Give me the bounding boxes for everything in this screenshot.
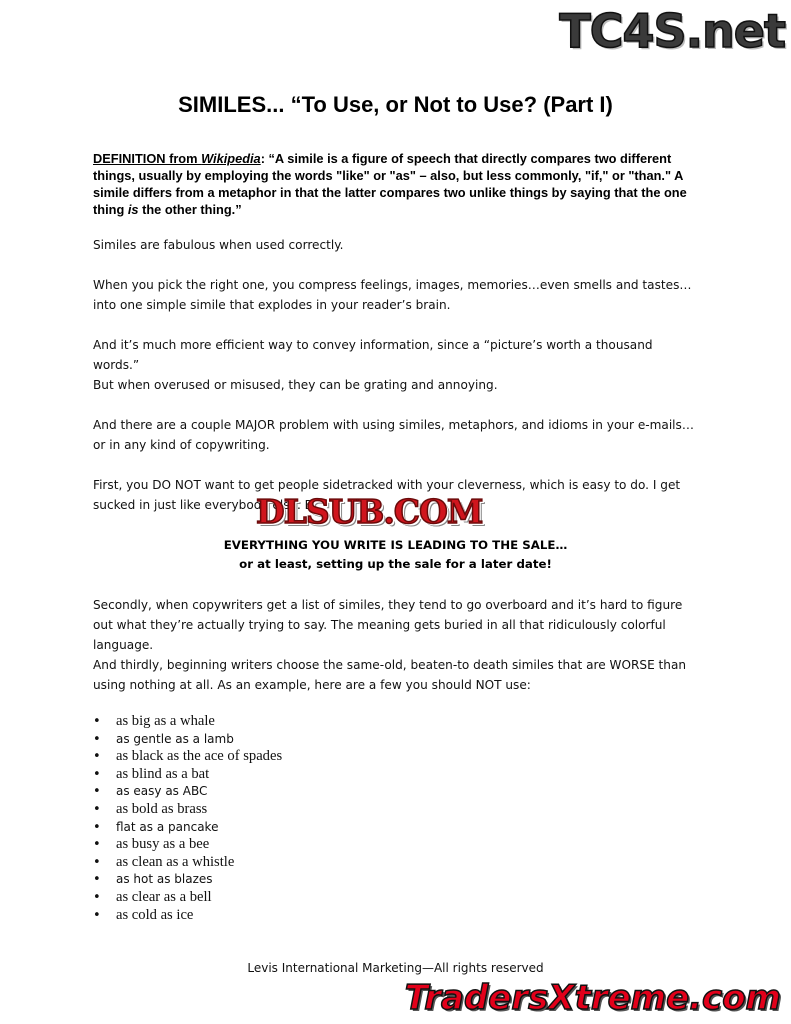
paragraph-7: Secondly, when copywriters get a list of similes, they tend to go overboard and it’s hard to figure out what they’re actually trying to say. The meaning gets buried in all that ridiculously colorful language. — [93, 598, 683, 652]
definition-text-3: the other thing.” — [138, 202, 242, 217]
definition-block — [93, 150, 703, 218]
centered-line-2: or at least, setting up the sale for a later date! — [239, 557, 552, 571]
definition-label — [93, 151, 261, 166]
page-title: SIMILES... “To Use, or Not to Use? (Part I) — [178, 92, 613, 117]
page-footer: Levis International Marketing—All rights reserved — [247, 961, 544, 975]
watermark-top-logo: TC4S.net — [559, 4, 785, 58]
definition-source: Wikipedia — [201, 151, 261, 166]
list-item: • as bold as brass — [93, 801, 282, 819]
centered-line-1: EVERYTHING YOU WRITE IS LEADING TO THE SALE… — [223, 538, 568, 552]
definition-label-prefix: DEFINITION from — [93, 151, 202, 166]
list-item: • as hot as blazes — [93, 871, 282, 889]
definition-emphasis: is — [127, 202, 139, 217]
paragraph-5: And there are a couple MAJOR problem with using similes, metaphors, and idioms in your e-mails…or in any kind of copywriting. — [93, 418, 694, 452]
list-item: • as clean as a whistle — [93, 854, 282, 872]
list-item: • as gentle as a lamb — [93, 731, 282, 749]
list-item: • as big as a whale — [93, 713, 282, 731]
definition-keyword: simile — [287, 151, 324, 166]
paragraph-2: When you pick the right one, you compress feelings, images, memories…even smells and tastes…into one simple simile that explodes in your reader’s brain. — [93, 278, 692, 312]
list-item: • flat as a pancake — [93, 819, 282, 837]
paragraph-1: Similes are fabulous when used correctly. — [93, 238, 344, 252]
list-item: • as blind as a bat — [93, 766, 282, 784]
simile-list — [93, 713, 282, 924]
definition-colon: : — [260, 151, 265, 166]
list-item: • as black as the ace of spades — [93, 748, 282, 766]
definition-text-1: “A — [264, 151, 288, 166]
watermark-middle-logo: DLSUB.COM — [256, 492, 483, 531]
list-item: • as easy as ABC — [93, 783, 282, 801]
paragraph-3: And it’s much more efficient way to convey information, since a “picture’s worth a thousand words.” — [93, 338, 653, 372]
paragraph-4: But when overused or misused, they can be grating and annoying. — [93, 378, 498, 392]
paragraph-8: And thirdly, beginning writers choose the same-old, beaten-to death similes that are WORSE than using nothing at all. As an example, here are a few you should NOT use: — [93, 658, 687, 692]
list-item: • as clear as a bell — [93, 889, 282, 907]
list-item: • as cold as ice — [93, 907, 282, 925]
watermark-bottom-logo: TradersXtreme.com — [404, 978, 781, 1018]
list-item: • as busy as a bee — [93, 836, 282, 854]
definition-text-2: is a figure of speech that directly compares two different things, usually by employing the words "like" or "as" – also, but less commonly, "if," or "than." A simile differs from a metaphor in that the latter compares two unlike things by saying that the one thing — [93, 151, 687, 217]
paragraph-6: First, you DO NOT want to get people sidetracked with your cleverness, which is easy to do. I get sucked in just like everybody else. B — [93, 478, 681, 512]
